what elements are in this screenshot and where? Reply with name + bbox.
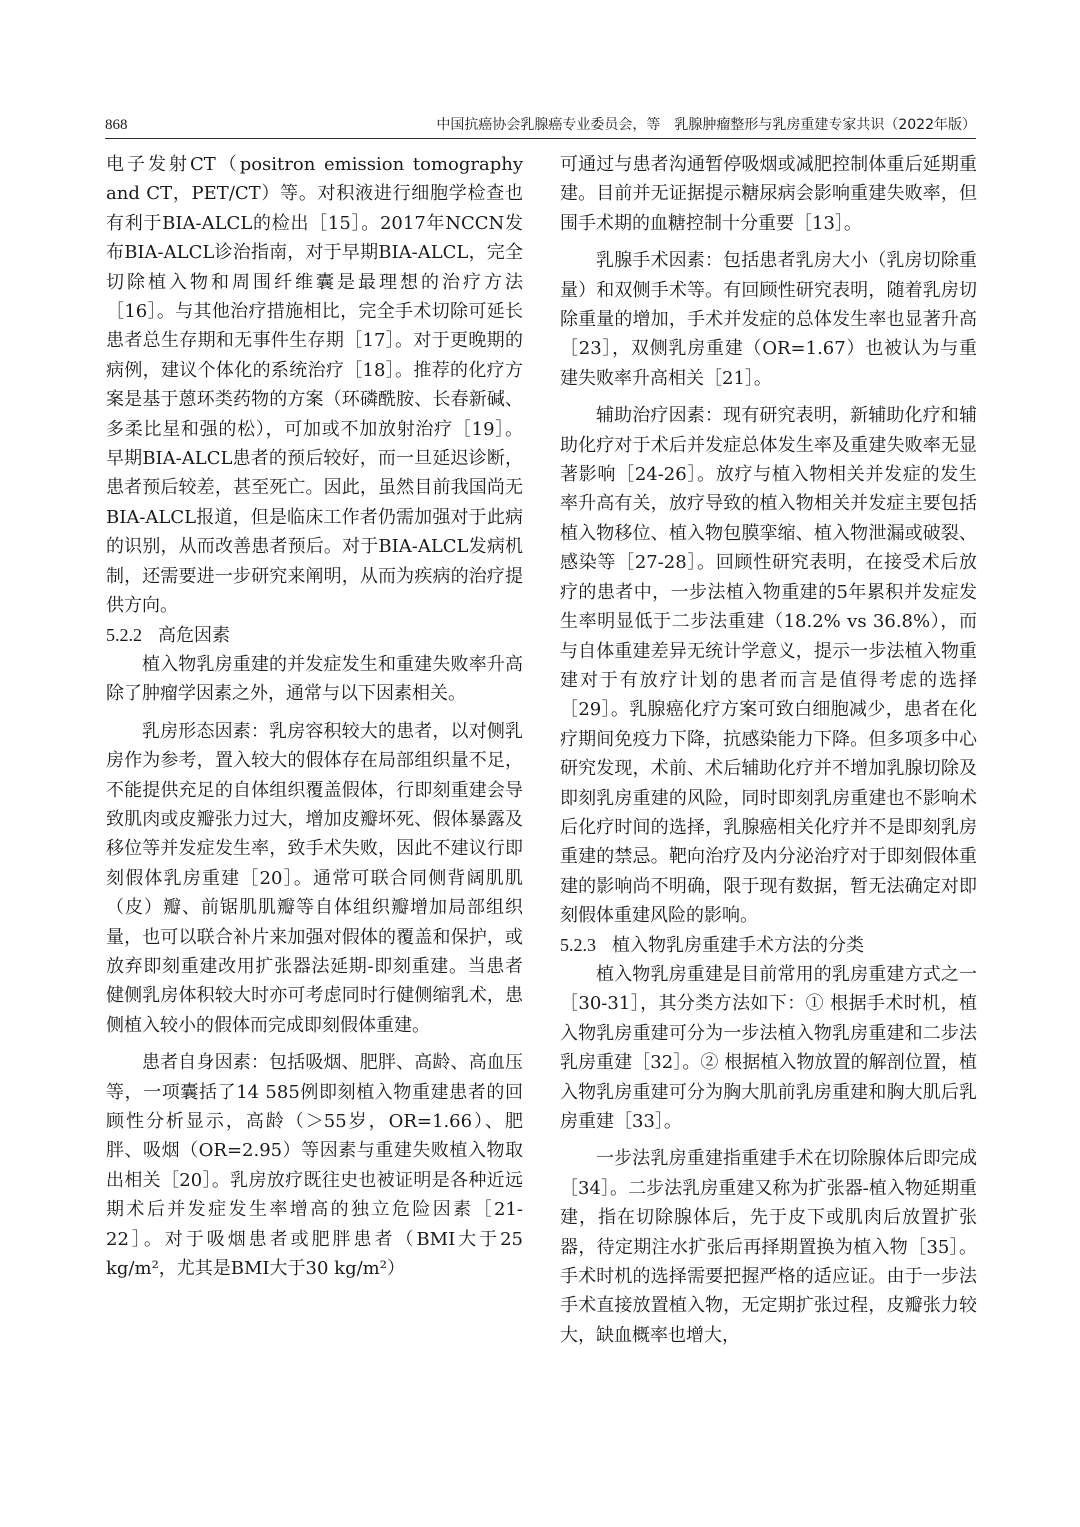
right-column [560,150,977,1350]
paragraph: 患者自身因素：包括吸烟、肥胖、高龄、高血压等，一项囊括了14 585例即刻植入物重建患者的回顾性分析显示，高龄（＞55岁，OR=1.66）、肥胖、吸烟（OR=2.95）等因素与重建失败植入物取出相关［20］。乳房放疗既往史也被证明是各种近远期术后并发症发生率增高的独立危险因素［21-22］。对于吸烟患者或肥胖患者（BMI大于25 kg/m²，尤其是BMI大于30 kg/m²） [106,1052,523,1280]
paragraph: 乳腺手术因素：包括患者乳房大小（乳房切除重量）和双侧手术等。有回顾性研究表明，随着乳房切除重量的增加，手术并发症的总体发生率也显著升高［23］，双侧乳房重建（OR=1.67）也被认为与重建失败率升高相关［21］。 [560,250,977,389]
section-title: 高危因素 [158,624,230,646]
section-heading-5-2-3 [560,931,977,960]
paragraph: 辅助治疗因素：现有研究表明，新辅助化疗和辅助化疗对于术后并发症总体发生率及重建失败率无显著影响［24-26］。放疗与植入物相关并发症的发生率升高有关，放疗导致的植入物相关并发症主要包括植入物移位、植入物包膜挛缩、植入物泄漏或破裂、感染等［27-28］。回顾性研究表明，在接受术后放疗的患者中，一步法植入物重建的5年累积并发症发生率明显低于二步法重建（18.2% vs 36.8%），而与自体重建差异无统计学意义，提示一步法植入物重建对于有放疗计划的患者而言是值得考虑的选择［29］。乳腺癌化疗方案可致白细胞减少，患者在化疗期间免疫力下降，抗感染能力下降。但多项多中心研究发现，术前、术后辅助化疗并不增加乳腺切除及即刻乳房重建的风险，同时即刻乳房重建也不影响术后化疗时间的选择，乳腺癌相关化疗并不是即刻乳房重建的禁忌。靶向治疗及内分泌治疗对于即刻假体重建的影响尚不明确，限于现有数据，暂无法确定对即刻假体重建风险的影响。 [560,405,977,927]
left-column [106,150,523,1283]
section-heading-5-2-2 [106,621,523,650]
paragraph: 乳房形态因素：乳房容积较大的患者，以对侧乳房作为参考，置入较大的假体存在局部组织量不足，不能提供充足的自体组织覆盖假体，行即刻重建会导致肌肉或皮瓣张力过大，增加皮瓣坏死、假体暴露及移位等并发症发生率，致手术失败，因此不建议行即刻假体乳房重建［20］。通常可联合同侧背阔肌肌（皮）瓣、前锯肌肌瓣等自体组织瓣增加局部组织量，也可以联合补片来加强对假体的覆盖和保护，或放弃即刻重建改用扩张器法延期-即刻重建。当患者健侧乳房体积较大时亦可考虑同时行健侧缩乳术，患侧植入较小的假体而完成即刻假体重建。 [106,720,523,1036]
running-title: 中国抗癌协会乳腺癌专业委员会，等 乳腺肿瘤整形与乳房重建专家共识（2022年版） [436,117,976,133]
paragraph: 植入物乳房重建的并发症发生和重建失败率升高除了肿瘤学因素之外，通常与以下因素相关。 [106,653,523,705]
paragraph: 电子发射CT（positron emission tomography and CT，PET/CT）等。对积液进行细胞学检查也有利于BIA-ALCL的检出［15］。2017年NCCN发布BIA-ALCL诊治指南，对于早期BIA-ALCL，完全切除植入物和周围纤维囊是最理想的治疗方法［16］。与其他治疗措施相比，完全手术切除可延长患者总生存期和无事件生存期［17］。对于更晚期的病例，建议个体化的系统治疗［18］。推荐的化疗方案是基于蒽环类药物的方案（环磷酰胺、长春新碱、多柔比星和强的松），可加或不加放射治疗［19］。早期BIA-ALCL患者的预后较好，而一旦延迟诊断，患者预后较差，甚至死亡。因此，虽然目前我国尚无BIA-ALCL报道，但是临床工作者仍需加强对于此病的识别，从而改善患者预后。对于BIA-ALCL发病机制，还需要进一步研究来阐明，从而为疾病的治疗提供方向。 [106,154,523,617]
page-number: 868 [105,117,128,133]
paragraph: 可通过与患者沟通暂停吸烟或减肥控制体重后延期重建。目前并无证据提示糖尿病会影响重建失败率，但围手术期的血糖控制十分重要［13］。 [560,154,977,234]
paragraph: 一步法乳房重建指重建手术在切除腺体后即完成［34］。二步法乳房重建又称为扩张器-植入物延期重建，指在切除腺体后，先于皮下或肌肉后放置扩张器，待定期注水扩张后再择期置换为植入物［35］。手术时机的选择需要把握严格的适应证。由于一步法手术直接放置植入物，无定期扩张过程，皮瓣张力较大，缺血概率也增大， [560,1148,977,1346]
paragraph: 植入物乳房重建是目前常用的乳房重建方式之一［30-31］，其分类方法如下：① 根据手术时机，植入物乳房重建可分为一步法植入物乳房重建和二步法乳房重建［32］。② 根据植入物放置的解剖位置，植入物乳房重建可分为胸大肌前乳房重建和胸大肌后乳房重建［33］。 [560,963,977,1132]
section-title: 植入物乳房重建手术方法的分类 [612,934,864,956]
section-number: 5.2.3 [560,934,596,955]
running-header [105,114,976,139]
section-number: 5.2.2 [106,624,142,645]
